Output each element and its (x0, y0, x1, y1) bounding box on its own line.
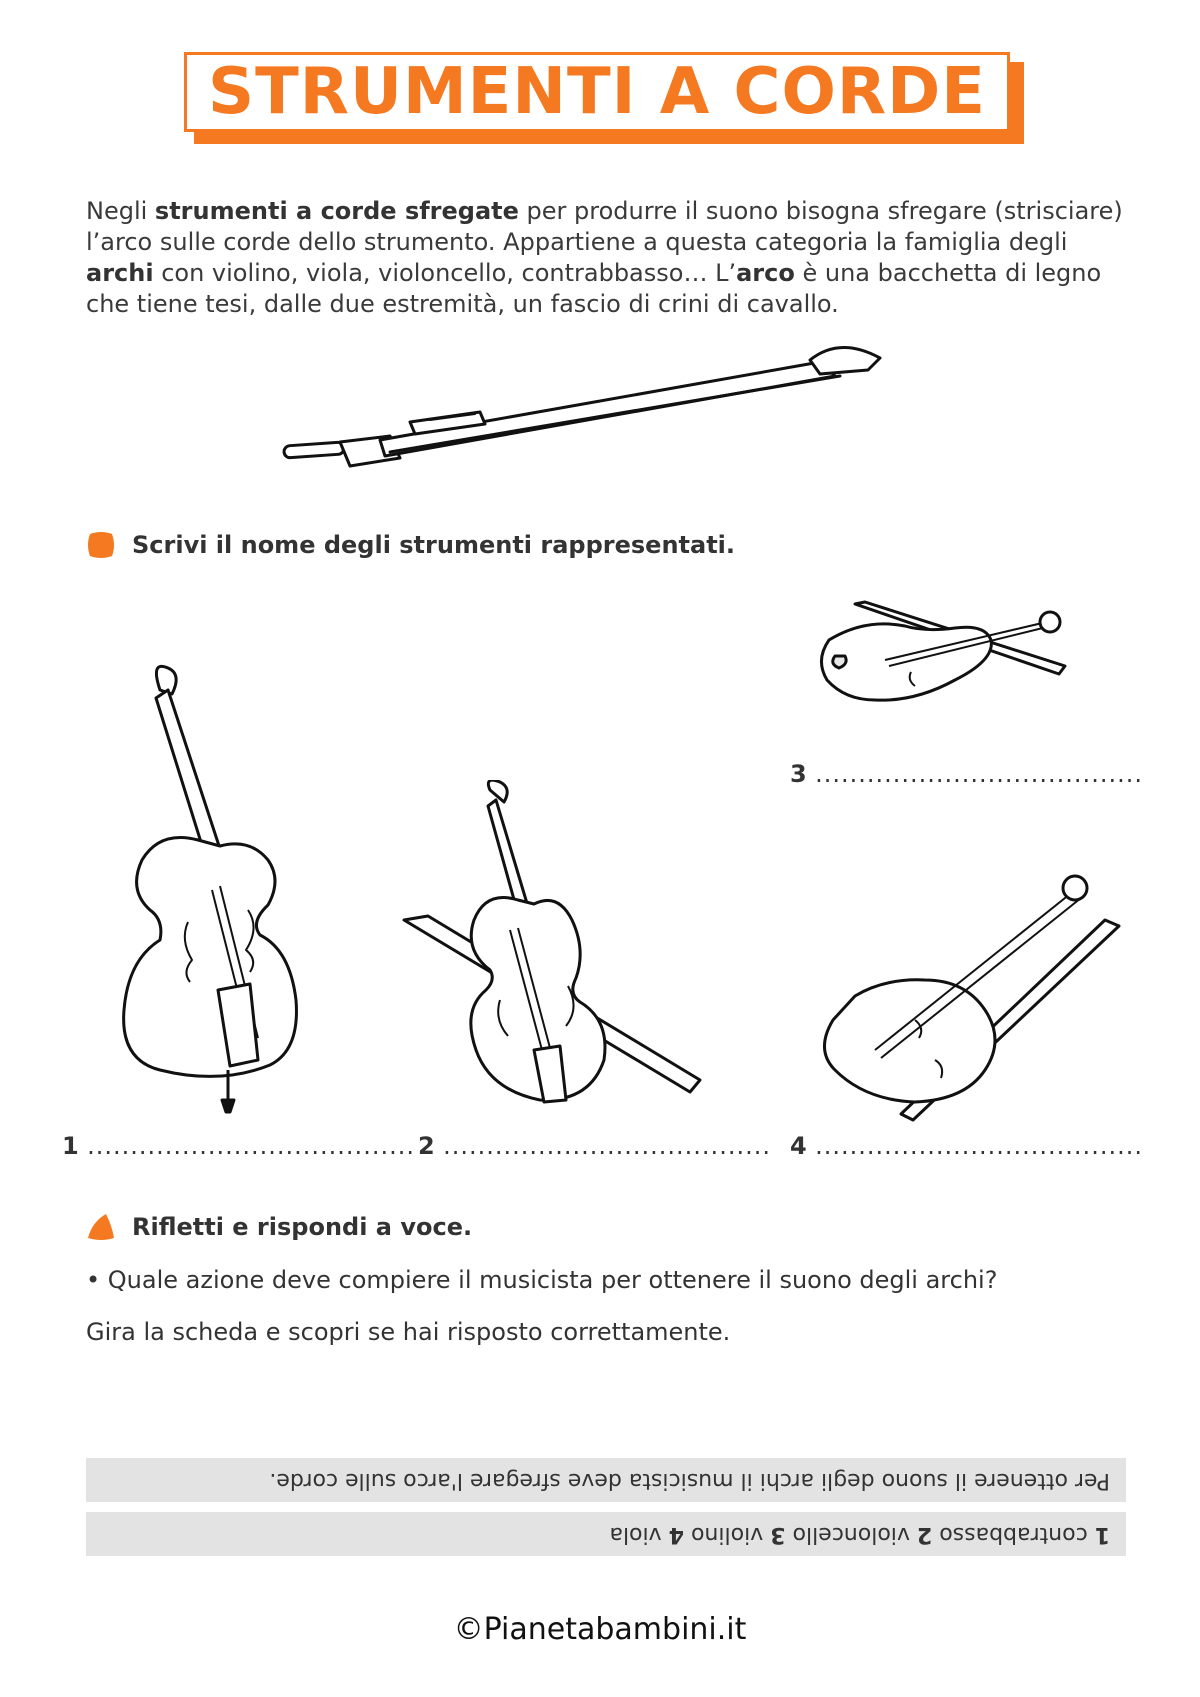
intro-bold-3: arco (736, 259, 795, 287)
answer-line-4[interactable] (790, 1132, 1143, 1160)
intro-text-3: con violino, viola, violoncello, contrabbasso… L’ (153, 259, 737, 287)
task-1 (86, 530, 735, 560)
answer-number-3: 3 (790, 760, 807, 788)
title-banner (184, 52, 1024, 144)
orange-drop-icon (86, 1212, 116, 1242)
answer-number-2: 2 (418, 1132, 435, 1160)
answer-dots-1: ...................................... (87, 1132, 415, 1160)
answer-dots-2: ...................................... (443, 1132, 771, 1160)
task-1-text: Scrivi il nome degli strumenti rappresentati. (132, 531, 736, 559)
answer-line-1[interactable] (62, 1132, 415, 1160)
solution-text-1: Per ottenere il suono degli archi il musicista deve sfregare l'arco sulle corde. (269, 1467, 1110, 1493)
solution-num-4: 4 (668, 1521, 684, 1547)
solution-num-3: 3 (770, 1521, 786, 1547)
solution-text-2 (86, 1522, 1126, 1547)
turn-note: Gira la scheda e scopri se hai risposto correttamente. (86, 1318, 731, 1346)
answer-number-1: 1 (62, 1132, 79, 1160)
page-title: STRUMENTI A CORDE (207, 55, 987, 129)
contrabbasso-illustration (120, 660, 320, 1120)
footer-credit: ©Pianetabambini.it (453, 1612, 747, 1647)
violoncello-illustration (400, 780, 710, 1110)
intro-text-1: Negli (86, 197, 155, 225)
answer-line-3[interactable] (790, 760, 1143, 788)
question-text: • Quale azione deve compiere il musicista per ottenere il suono degli archi? (86, 1266, 998, 1294)
solution-word-4: viola (609, 1521, 669, 1547)
viola-illustration (815, 870, 1125, 1130)
answer-line-2[interactable] (418, 1132, 771, 1160)
intro-text-2: per produrre il suono bisogna sfregare (strisciare) l’arco sulle corde dello strumento. Appartiene a questa categoria la famiglia degli (86, 197, 1123, 256)
intro-paragraph (86, 196, 1126, 320)
title-box (184, 52, 1010, 132)
answer-number-4: 4 (790, 1132, 807, 1160)
solution-word-1: contrabbasso (932, 1521, 1095, 1547)
solution-word-3: violino (683, 1521, 771, 1547)
answer-dots-4: ...................................... (815, 1132, 1143, 1160)
intro-text-4: è una bacchetta di legno che tiene tesi, dalle due estremità, un fascio di crini di cavallo. (86, 259, 1102, 318)
solution-bar-1 (86, 1458, 1126, 1502)
orange-blob-icon (86, 530, 116, 560)
answer-dots-3: ...................................... (815, 760, 1143, 788)
solution-bar-2 (86, 1512, 1126, 1556)
solution-word-2: violoncello (785, 1521, 917, 1547)
bow-illustration (280, 340, 900, 480)
solution-num-1: 1 (1094, 1521, 1110, 1547)
task-2-text: Rifletti e rispondi a voce. (132, 1213, 473, 1241)
intro-bold-1: strumenti a corde sfregate (154, 197, 519, 225)
solution-num-2: 2 (916, 1521, 933, 1547)
violino-illustration (815, 600, 1075, 730)
intro-bold-2: archi (86, 259, 154, 287)
task-2 (86, 1212, 472, 1242)
